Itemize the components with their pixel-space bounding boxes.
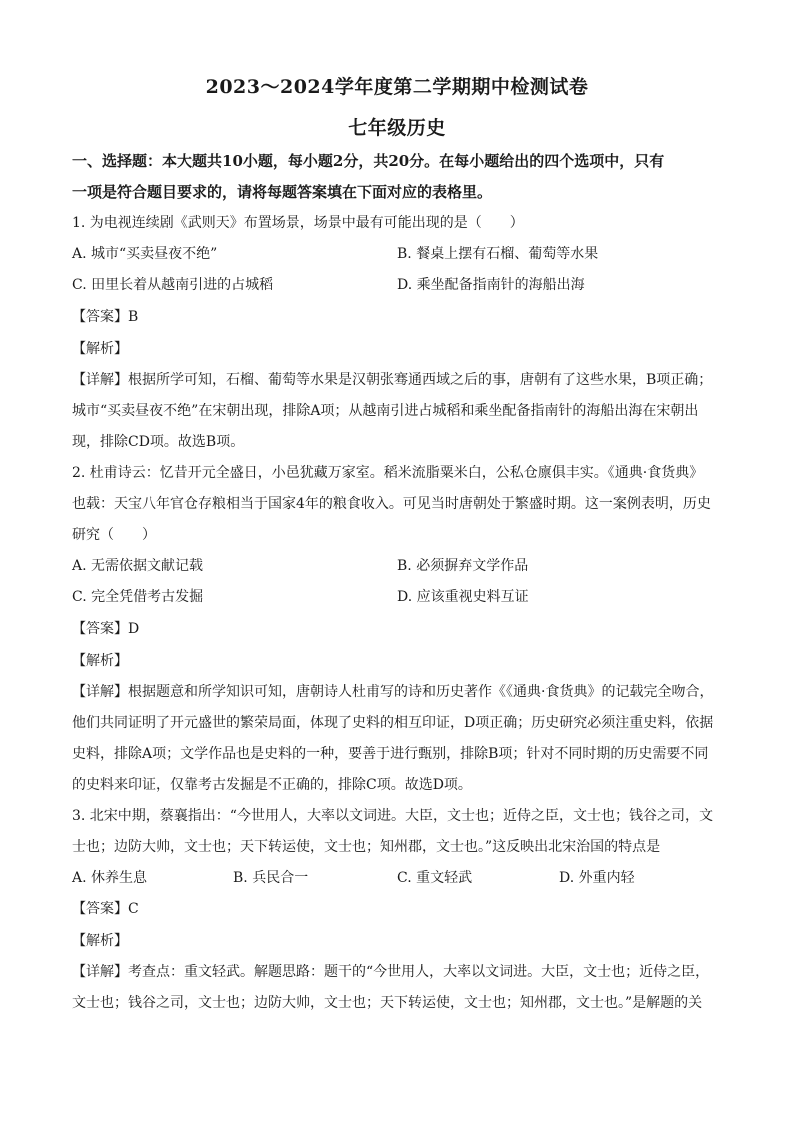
q1-option-c: C. 田里长着从越南引进的占城稻 xyxy=(72,277,274,293)
q1-analysis-label: 【解析】 xyxy=(72,341,128,357)
q1-answer: 【答案】B xyxy=(72,309,139,325)
q1-option-a: A. 城市“买卖昼夜不绝” xyxy=(72,246,218,262)
q2-detail-line-1: 【详解】根据题意和所学知识可知，唐朝诗人杜甫写的诗和历史著作《《通典·食货典》的记载完全吻合， xyxy=(72,684,714,700)
q1-stem: 1. 为电视连续剧《武则天》布置场景，场景中最有可能出现的是（ ） xyxy=(72,215,524,231)
exam-title: 2023～2024学年度第二学期期中检测试卷 xyxy=(205,76,589,98)
q2-detail-line-2: 他们共同证明了开元盛世的繁荣局面，体现了史料的相互印证，D项正确；历史研究必须注重史料，依据 xyxy=(72,715,714,731)
q3-answer: 【答案】C xyxy=(72,901,139,917)
q3-stem-line-1: 3. 北宋中期，蔡襄指出：“今世用人，大率以文词进。大臣，文士也；近侍之臣，文士也；钱谷之司，文 xyxy=(72,808,713,824)
q2-option-b: B. 必须摒弃文学作品 xyxy=(397,558,529,574)
q3-detail-line-1: 【详解】考查点：重文轻武。解题思路：题干的“今世用人，大率以文词进。大臣，文士也；近侍之臣， xyxy=(72,964,710,980)
q2-detail-line-3: 史料，排除A项；文学作品也是史料的一种，要善于进行甄别，排除B项；针对不同时期的历史需要不同 xyxy=(72,746,709,762)
q2-stem-line-1: 2. 杜甫诗云：忆昔开元全盛日，小邑犹藏万家室。稻米流脂粟米白，公私仓廪俱丰实。《通典·食货典》 xyxy=(72,465,704,481)
q2-option-d: D. 应该重视史料互证 xyxy=(397,589,529,605)
q1-detail-line-1: 【详解】根据所学可知，石榴、葡萄等水果是汉朝张骞通西域之后的事，唐朝有了这些水果，B项正确； xyxy=(72,372,713,388)
q3-analysis-label: 【解析】 xyxy=(72,933,128,949)
section-instruction-line-2: 一项是符合题目要求的，请将每题答案填在下面对应的表格里。 xyxy=(72,183,493,201)
q2-stem-line-2: 也载：天宝八年官仓存粮相当于国家4年的粮食收入。可见当时唐朝处于繁盛时期。这一案例表明，历史 xyxy=(72,496,711,512)
q3-detail-line-2: 文士也；钱谷之司，文士也；边防大帅，文士也；天下转运使，文士也；知州郡，文士也。”是解题的关 xyxy=(72,995,703,1011)
q2-option-a: A. 无需依据文献记载 xyxy=(72,558,204,574)
q3-option-b: B. 兵民合一 xyxy=(233,870,309,886)
q2-option-c: C. 完全凭借考古发掘 xyxy=(72,589,204,605)
q1-option-b: B. 餐桌上摆有石榴、葡萄等水果 xyxy=(397,246,599,262)
q2-answer: 【答案】D xyxy=(72,621,140,637)
q2-detail-line-4: 的史料来印证，仅靠考古发掘是不正确的，排除C项。故选D项。 xyxy=(72,777,472,793)
q2-stem-line-3: 研究（ ） xyxy=(72,527,156,543)
exam-subtitle: 七年级历史 xyxy=(348,117,446,139)
section-instruction-line-1: 一、选择题：本大题共10小题，每小题2分，共20分。在每小题给出的四个选项中，只有 xyxy=(72,152,665,170)
q3-stem-line-2: 士也；边防大帅，文士也；天下转运使，文士也；知州郡，文士也。”这反映出北宋治国的特点是 xyxy=(72,839,661,855)
q1-option-d: D. 乘坐配备指南针的海船出海 xyxy=(397,277,585,293)
q1-detail-line-3: 现，排除CD项。故选B项。 xyxy=(72,434,245,450)
q3-option-d: D. 外重内轻 xyxy=(559,870,635,886)
q1-detail-line-2: 城市“买卖昼夜不绝”在宋朝出现，排除A项；从越南引进占城稻和乘坐配备指南针的海船出海在宋朝出 xyxy=(72,403,699,419)
q3-option-c: C. 重文轻武 xyxy=(397,870,473,886)
q2-analysis-label: 【解析】 xyxy=(72,653,128,669)
q3-option-a: A. 休养生息 xyxy=(72,870,148,886)
